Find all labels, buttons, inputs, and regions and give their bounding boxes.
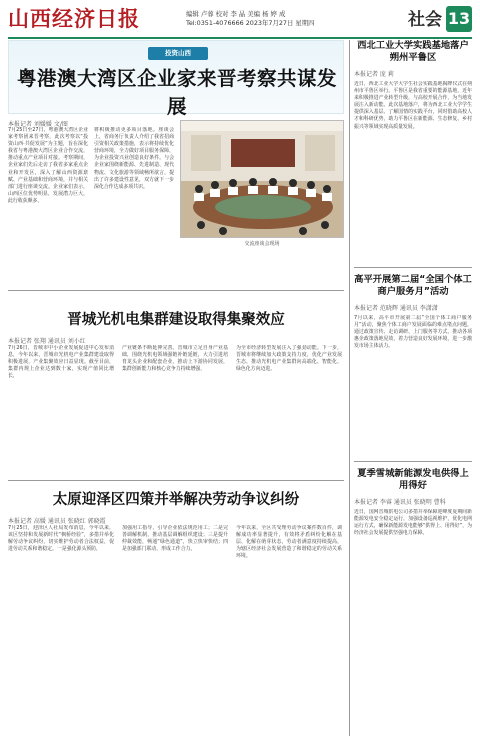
bottom-article-title: 太原迎泽区四策并举解决劳动争议纠纷 bbox=[52, 492, 300, 508]
article-byline-nwpu: 本报记者 庞 莉 bbox=[354, 71, 394, 78]
section-divider bbox=[8, 290, 344, 291]
mid-column-2: 产业链条不断延伸完善。晋城市立足自身产业基础，围绕光机电领域强链补链延链，大力引进培育龙头企业和配套企业，推动上下游协同发展，集群创新能力和核心竞争力持续增强， bbox=[122, 345, 228, 373]
bottom-column-3: 今年以来，全区共受理劳动争议案件数百件，调解成功率显著提升，有效将矛盾纠纷化解在基层、化解在萌芽状态，劳动者满意度持续提高，为辖区经济社会发展营造了和谐稳定的劳动关系环境。 bbox=[236, 525, 342, 560]
right-divider bbox=[354, 461, 472, 462]
lead-column-1: 7月25日至27日，粤港澳大湾区企业家考察团来晋考察，此次考察以“投资山西·共促发展”为主题，旨在深化我省与粤港澳大湾区企业合作交流，推动重点产业项目对接。考察期间，企业家们先后走访了我省多家重点企业和开发区，深入了解山西资源禀赋、产业基础和营商环境，并与相关部门进行座谈交流。企业家们表示，山西区位优势明显，发展潜力巨大，此行收获颇多， bbox=[8, 127, 88, 204]
lead-byline: 本报记者 刘媛媛 文/图 bbox=[8, 121, 68, 128]
article-title-jincheng-power: 夏季雪城新能源发电供得上用得好 bbox=[357, 468, 469, 491]
mid-column-1: 7月26日，晋城市中小企业发展促进中心发布消息，今年以来，晋城市光机电产业集群建设取得积极进展，产业集聚效应日益显现。截至目前，集群内规上企业达到数十家，实现产值同比增长， bbox=[8, 345, 114, 380]
article-title-gaoping: 高平开展第二届“全国个体工商户服务月”活动 bbox=[354, 274, 472, 297]
meeting-photo-illustration bbox=[181, 121, 344, 238]
mid-article-byline: 本报记者 张翔 通讯员 刘小红 bbox=[8, 338, 86, 345]
masthead-rule bbox=[8, 37, 472, 39]
article-body-jincheng-power: 近日，国网晋城供电公司多措并举保障迎峰度夏期间新能源发电安全稳定运行，加强设备巡视维护，优化电网运行方式，确保新能源发电能够“供得上、用得好”，为经济社会发展提供坚强电力保障。 bbox=[354, 509, 472, 537]
lead-column-2: 将积极推动更多项目落地。座谈会上，省商务厅负责人介绍了我省招商引资相关政策措施，表示将持续优化营商环境，全力做好项目服务保障，为企业投资兴业创造良好条件。与会企业家围绕新能源、先进制造、现代物流、文化旅游等领域畅所欲言，提出了许多建设性意见，双方就下一步深化合作达成多项共识。 bbox=[94, 127, 174, 190]
mid-article-title: 晋城光机电集群建设取得集聚效应 bbox=[67, 312, 285, 328]
column-divider bbox=[349, 40, 350, 736]
masthead bbox=[8, 6, 472, 36]
bottom-column-1: 7月25日，迎泽区人社局发布消息，今年以来，该区坚持和发展新时代“枫桥经验”，多措并举化解劳动争议纠纷，切实维护劳动者合法权益，促进劳动关系和谐稳定。一是强化源头预防， bbox=[8, 525, 114, 553]
section-name: 社会 bbox=[408, 10, 442, 30]
newspaper-logo: 山西经济日报 bbox=[8, 6, 140, 31]
section-divider bbox=[8, 480, 344, 481]
photo-caption: 交流座谈会现场 bbox=[244, 241, 280, 247]
article-body-gaoping: 7月以来，高平市开展第二届“全国个体工商户服务月”活动，聚焦个体工商户发展面临的难点堵点问题，通过政策宣传、走访调研、上门服务等方式，推动各项惠企政策落地见效，着力营造良好发展环境，进一步激发市场主体活力。 bbox=[354, 315, 472, 350]
article-title-nwpu: 西北工业大学实践基地落户朔州平鲁区 bbox=[357, 40, 469, 63]
masthead-info bbox=[186, 10, 315, 28]
right-divider bbox=[354, 267, 472, 268]
masthead-date: Tel:0351-4076666 2023年7月27日 星期四 bbox=[186, 19, 315, 27]
masthead-editors: 编辑 卢蓉 校对 李 晶 美编 杨 婷 成 bbox=[186, 10, 286, 18]
lead-photo bbox=[180, 120, 344, 238]
article-byline-jincheng-power: 本报记者 李睿 通讯员 张晓明 曹科 bbox=[354, 499, 446, 506]
lead-badge: 投资山西 bbox=[148, 47, 208, 60]
lead-headline-box bbox=[8, 40, 344, 118]
right-column bbox=[354, 40, 472, 669]
bottom-article-byline: 本报记者 高媛 通讯员 张晓红 郭晓霞 bbox=[8, 518, 106, 525]
lead-title: 粤港澳大湾区企业家来晋考察共谋发展 bbox=[16, 67, 337, 118]
mid-column-3: 为全市经济转型发展注入了强劲动能。下一步，晋城市将继续加大政策支持力度，优化产业发展生态，推动光机电产业集群向高端化、智能化、绿色化方向迈进。 bbox=[236, 345, 342, 373]
page-number: 13 bbox=[446, 6, 472, 32]
article-byline-gaoping: 本报记者 范晓辉 通讯员 李潇潇 bbox=[354, 305, 438, 312]
bottom-column-2: 加强用工指导，引导企业依法规范用工；二是完善调解机制，推动基层调解组织建设；三是提升仲裁效能，畅通“绿色通道”，快立快审快结；四是加强部门联动，形成工作合力。 bbox=[122, 525, 228, 553]
article-body-nwpu: 近日，西北工业大学大学生社会实践基地揭牌仪式在朔州市平鲁区举行。平鲁区是我省重要的能源基地，近年来积极推进产业转型升级，与高校开展合作，为当地发展注入新动能。此次基地落户，将为西北工业大学学生提供深入基层、了解国情的实践平台，同时借助高校人才和科研优势，助力平鲁区在新能源、生态修复、乡村振兴等领域实现高质量发展。 bbox=[354, 81, 472, 130]
